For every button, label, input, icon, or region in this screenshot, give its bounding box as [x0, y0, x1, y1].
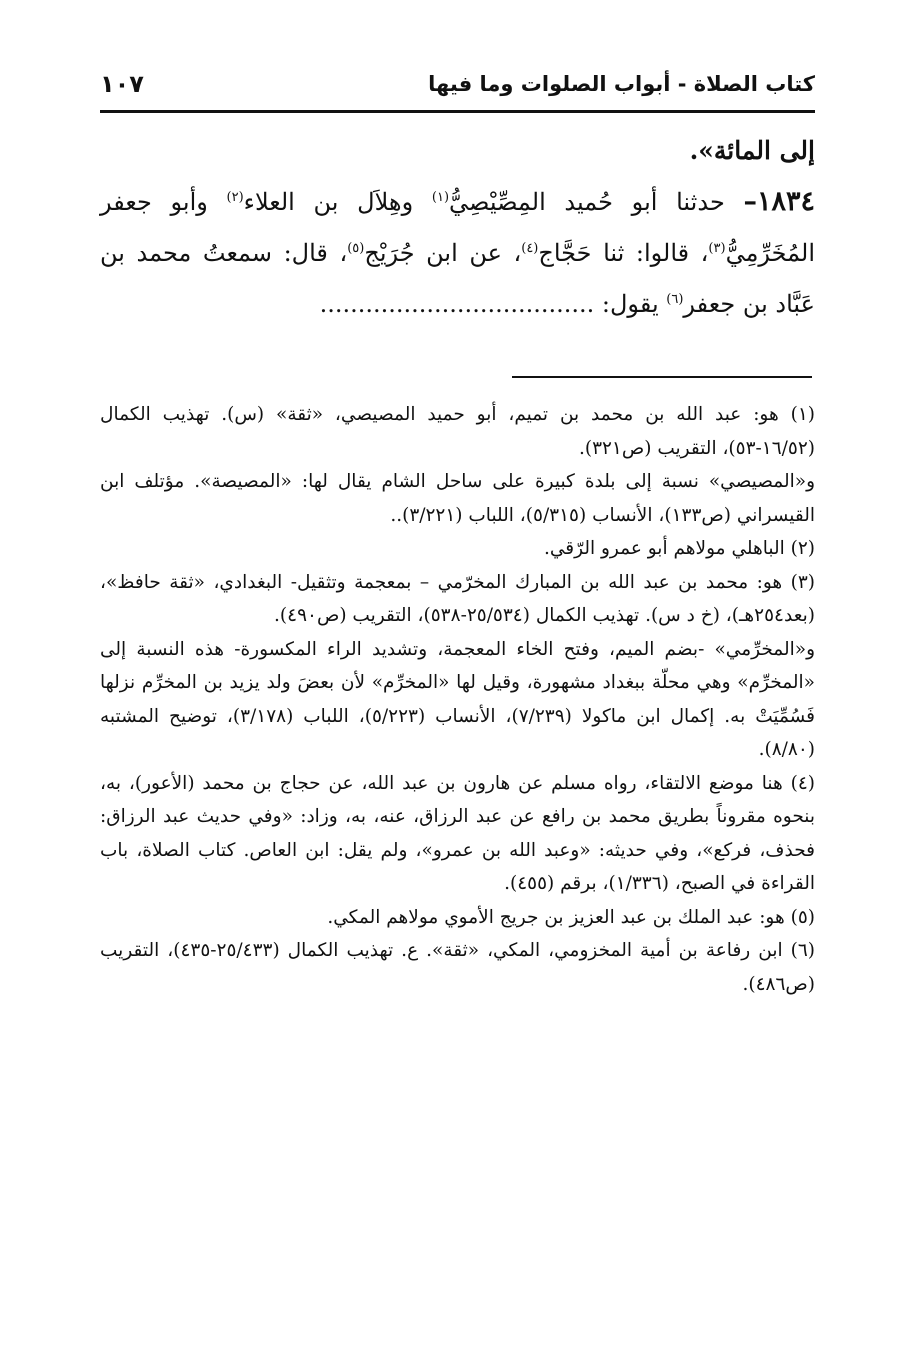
hadith-text: وأبو جعفر المُخَرِّمِيُّ: [100, 188, 816, 267]
footnote-1: (١) هو: عبد الله بن محمد بن تميم، أبو حميد المصيصي، «ثقة» (س). تهذيب الكمال (١٦/٥٢-٥٣)، التقريب (ص٣٢١).: [100, 404, 815, 459]
hadith-text: ، قالوا: ثنا حَجَّاج: [538, 239, 709, 267]
hadith-text: ، قال: سمعتُ محمد بن عَبَّاد بن جعفر: [100, 239, 815, 318]
footnote-1-continuation: و«المصيصي» نسبة إلى بلدة كبيرة على ساحل الشام يقال لها: «المصيصة». مؤتلف ابن القيسراني (ص١٣٣)، الأنساب (٥/٣١٥)، اللباب (٣/٢٢١)..: [100, 471, 815, 526]
hadith-text: ، عن ابن جُرَيْج: [364, 239, 522, 267]
footnote-ref: (٢): [226, 190, 244, 205]
footnote-5: (٥) هو: عبد الملك بن عبد العزيز بن جريج الأموي مولاهم المكي.: [327, 906, 815, 928]
hadith-text: حدثنا أبو حُميد المِصِّيْصِيُّ: [449, 188, 725, 216]
hadith-text: وهِلاَل بن العلاء: [243, 188, 414, 216]
page-number: ١٠٧: [100, 70, 144, 98]
ellipsis-dots: ....................................: [319, 290, 595, 318]
main-text: [100, 125, 815, 330]
footnotes: [100, 398, 815, 1001]
footnote-ref: (٥): [347, 241, 365, 256]
footnote-ref: (١): [431, 190, 450, 205]
footnote-3-continuation: و«المخرِّمي» -بضم الميم، وفتح الخاء المعجمة، وتشديد الراء المكسورة- هذه النسبة إلى «المخرِّم» وهي محلّة ببغداد مشهورة، وقيل لها «المخرِّم» لأن بعضَ ولد يزيد بن المخرِّم نزلها فَسُمِّيَتْ به. إكمال ابن ماكولا (٧/٢٣٩)، الأنساب (٥/٢٢٣)، اللباب (٣/١٧٨)، توضيح المشتبه (٨/٨٠).: [100, 638, 815, 760]
hadith-number: ١٨٣٤–: [743, 186, 815, 217]
footnote-4: (٤) هنا موضع الالتقاء، رواه مسلم عن هارون بن عبد الله، عن حجاج بن محمد (الأعور)، به، بنحوه مقروناً بطريق محمد بن رافع عن عبد الرزاق، عنه، به، وزاد: «وفي حديث عبد الرزاق: فحذف، فركع»، وفي حديثه: «وعبد الله بن عمرو»، ولم يقل: ابن العاص. كتاب الصلاة، باب القراءة في الصبح، (١/٣٣٦)، برقم (٤٥٥).: [100, 772, 815, 894]
header-divider: [100, 110, 815, 113]
footnote-ref: (٤): [521, 241, 539, 256]
hadith-paragraph: [100, 176, 815, 330]
running-title: كتاب الصلاة - أبواب الصلوات وما فيها: [428, 72, 815, 96]
footnote-ref: (٣): [708, 241, 726, 256]
hadith-text: يقول:: [601, 290, 659, 318]
footnote-2: (٢) الباهلي مولاهم أبو عمرو الرّقي.: [543, 538, 815, 559]
footnote-ref: (٦): [666, 292, 684, 307]
footnote-divider: [512, 376, 812, 378]
page-header: [100, 62, 815, 110]
lead-line: إلى المائة».: [689, 136, 815, 165]
footnote-3: (٣) هو: محمد بن عبد الله بن المبارك المخرّمي – بمعجمة وتثقيل- البغدادي، «ثقة حافظ»، (بعد٢٥٤هـ)، (خ د س). تهذيب الكمال (٢٥/٥٣٤-٥٣٨)، التقريب (ص٤٩٠).: [100, 571, 815, 626]
footnote-6: (٦) ابن رفاعة بن أمية المخزومي، المكي، «ثقة». ع. تهذيب الكمال (٢٥/٤٣٣-٤٣٥)، التقريب (ص٤٨٦).: [100, 940, 815, 995]
